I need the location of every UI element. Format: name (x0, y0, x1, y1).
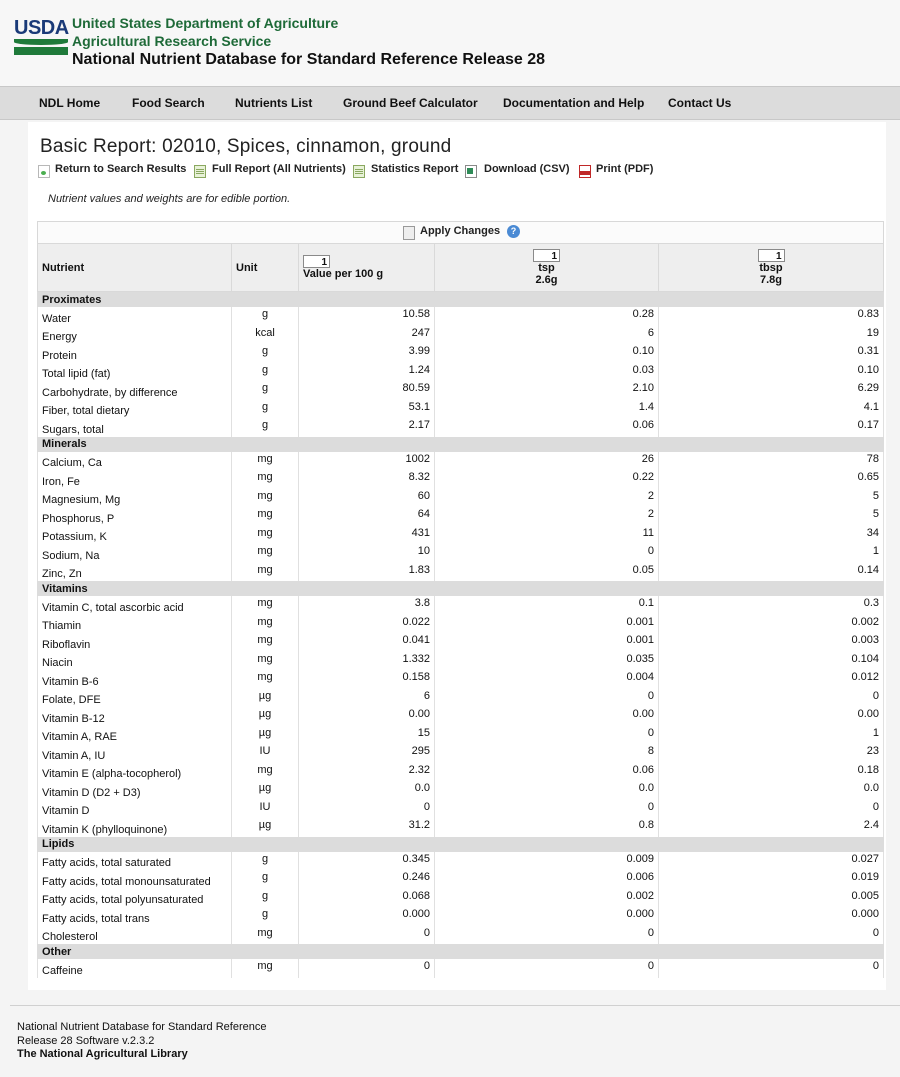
section-title: Vitamins (38, 581, 884, 596)
nutrient-name: Vitamin B-6 (38, 670, 232, 689)
usda-logo[interactable] (14, 17, 70, 57)
nutrient-name: Zinc, Zn (38, 563, 232, 582)
table-row (38, 507, 884, 526)
nutrient-unit: mg (232, 633, 299, 652)
header-tsp-label: tsp (538, 262, 555, 274)
nutrient-unit: mg (232, 526, 299, 545)
nutrient-unit: mg (232, 563, 299, 582)
table-row (38, 800, 884, 819)
value-per-tbsp: 0.3 (659, 596, 884, 615)
nutrient-name: Protein (38, 344, 232, 363)
nutrient-name: Niacin (38, 652, 232, 671)
table-row (38, 544, 884, 563)
nutrient-table (37, 243, 884, 978)
value-per-tsp: 0.03 (435, 363, 659, 382)
full-report-icon[interactable] (194, 165, 206, 178)
table-row (38, 926, 884, 945)
value-per-tbsp: 0.14 (659, 563, 884, 582)
apply-changes-bar (37, 221, 884, 244)
value-per-tbsp: 0.002 (659, 615, 884, 634)
nutrient-unit: mg (232, 596, 299, 615)
value-per-tsp: 0 (435, 959, 659, 978)
table-header-row (38, 244, 884, 292)
nutrient-unit: IU (232, 800, 299, 819)
statistics-report-icon[interactable] (353, 165, 365, 178)
nutrient-name: Water (38, 307, 232, 326)
value-per-tsp: 0.28 (435, 307, 659, 326)
nutrient-unit: g (232, 307, 299, 326)
value-per-100g: 31.2 (299, 818, 435, 837)
value-per-100g: 0 (299, 959, 435, 978)
nutrient-name: Fatty acids, total saturated (38, 852, 232, 871)
page-title: Basic Report: 02010, Spices, cinnamon, ground (40, 136, 452, 157)
nutrient-name: Carbohydrate, by difference (38, 381, 232, 400)
table-row (38, 363, 884, 382)
header-tsp-weight: 2.6g (535, 274, 558, 286)
nutrient-unit: mg (232, 470, 299, 489)
table-row (38, 670, 884, 689)
value-per-tbsp: 0.65 (659, 470, 884, 489)
csv-icon[interactable] (465, 165, 477, 178)
nutrient-name: Fatty acids, total polyunsaturated (38, 889, 232, 908)
value-per-tbsp: 1 (659, 726, 884, 745)
nutrient-unit: mg (232, 489, 299, 508)
value-per-100g: 1.332 (299, 652, 435, 671)
value-per-tsp: 0.05 (435, 563, 659, 582)
value-per-tbsp: 19 (659, 326, 884, 345)
nutrient-unit: µg (232, 707, 299, 726)
value-per-tbsp: 0.019 (659, 870, 884, 889)
value-per-tbsp: 0 (659, 800, 884, 819)
nav-documentation-help[interactable]: Documentation and Help (503, 96, 645, 110)
nav-food-search[interactable]: Food Search (132, 96, 205, 110)
value-per-tsp: 0.8 (435, 818, 659, 837)
value-per-tsp: 0 (435, 726, 659, 745)
nutrient-unit: µg (232, 689, 299, 708)
nav-ndl-home[interactable]: NDL Home (39, 96, 101, 110)
value-per-tsp: 0.035 (435, 652, 659, 671)
nutrient-name: Vitamin D (D2 + D3) (38, 781, 232, 800)
value-per-tsp: 0.0 (435, 781, 659, 800)
value-per-tsp: 0.004 (435, 670, 659, 689)
table-row (38, 889, 884, 908)
nav-contact-us[interactable]: Contact Us (668, 96, 732, 110)
nutrient-unit: mg (232, 615, 299, 634)
table-row (38, 596, 884, 615)
table-row (38, 470, 884, 489)
value-per-tsp: 1.4 (435, 400, 659, 419)
statistics-report-link[interactable]: Statistics Report (371, 163, 459, 175)
nutrient-unit: µg (232, 726, 299, 745)
table-row (38, 870, 884, 889)
value-per-tbsp: 1 (659, 544, 884, 563)
nutrient-name: Magnesium, Mg (38, 489, 232, 508)
nutrient-name: Phosphorus, P (38, 507, 232, 526)
value-per-tbsp: 5 (659, 489, 884, 508)
logo-field (14, 47, 68, 55)
nutrient-table-body (38, 292, 884, 978)
nutrient-name: Vitamin B-12 (38, 707, 232, 726)
nutrient-name: Cholesterol (38, 926, 232, 945)
value-per-tsp: 0.06 (435, 418, 659, 437)
value-per-100g: 3.8 (299, 596, 435, 615)
value-per-tbsp: 0.012 (659, 670, 884, 689)
value-per-tsp: 0.009 (435, 852, 659, 871)
table-row (38, 907, 884, 926)
table-row (38, 744, 884, 763)
table-row (38, 726, 884, 745)
value-per-100g: 0 (299, 800, 435, 819)
value-per-tbsp: 6.29 (659, 381, 884, 400)
section-row (38, 437, 884, 452)
nutrient-unit: g (232, 870, 299, 889)
table-row (38, 307, 884, 326)
value-per-tbsp: 0.005 (659, 889, 884, 908)
table-row (38, 959, 884, 978)
quantity-input-tsp[interactable]: 1 (533, 249, 560, 262)
nutrient-name: Vitamin A, RAE (38, 726, 232, 745)
value-per-tsp: 0.10 (435, 344, 659, 363)
table-row (38, 615, 884, 634)
nutrient-name: Sodium, Na (38, 544, 232, 563)
nav-ground-beef-calculator[interactable]: Ground Beef Calculator (343, 96, 478, 110)
table-row (38, 763, 884, 782)
value-per-tsp: 2.10 (435, 381, 659, 400)
value-per-100g: 6 (299, 689, 435, 708)
apply-changes-button[interactable]: Apply Changes (420, 225, 501, 237)
nutrient-unit: g (232, 344, 299, 363)
nutrient-unit: µg (232, 781, 299, 800)
edible-portion-note: Nutrient values and weights are for edible portion. (48, 193, 291, 205)
logo-swoosh (14, 39, 68, 45)
value-per-tbsp: 0.027 (659, 852, 884, 871)
nutrient-unit: kcal (232, 326, 299, 345)
table-row (38, 781, 884, 800)
value-per-tbsp: 0.104 (659, 652, 884, 671)
agency-service[interactable]: Agricultural Research Service (72, 33, 272, 49)
value-per-tbsp: 0.00 (659, 707, 884, 726)
value-per-100g: 0.158 (299, 670, 435, 689)
nutrient-name: Vitamin C, total ascorbic acid (38, 596, 232, 615)
nutrient-unit: mg (232, 926, 299, 945)
table-row (38, 563, 884, 582)
nutrient-unit: µg (232, 818, 299, 837)
value-per-tbsp: 34 (659, 526, 884, 545)
value-per-100g: 0.00 (299, 707, 435, 726)
value-per-100g: 0.0 (299, 781, 435, 800)
nutrient-unit: g (232, 889, 299, 908)
download-csv-link[interactable]: Download (CSV) (484, 163, 570, 175)
section-row (38, 837, 884, 852)
table-row (38, 526, 884, 545)
value-per-100g: 0.041 (299, 633, 435, 652)
value-per-100g: 2.32 (299, 763, 435, 782)
value-per-100g: 53.1 (299, 400, 435, 419)
value-per-100g: 10 (299, 544, 435, 563)
nutrient-unit: g (232, 418, 299, 437)
table-row (38, 689, 884, 708)
nutrient-unit: mg (232, 959, 299, 978)
help-icon[interactable]: ? (507, 225, 520, 238)
nutrient-unit: mg (232, 763, 299, 782)
section-title: Lipids (38, 837, 884, 852)
nutrient-name: Caffeine (38, 959, 232, 978)
value-per-tsp: 0 (435, 926, 659, 945)
value-per-100g: 2.17 (299, 418, 435, 437)
nutrient-name: Folate, DFE (38, 689, 232, 708)
value-per-100g: 0.345 (299, 852, 435, 871)
value-per-tsp: 0 (435, 800, 659, 819)
table-row (38, 400, 884, 419)
nav-nutrients-list[interactable]: Nutrients List (235, 96, 313, 110)
section-title: Proximates (38, 292, 884, 308)
value-per-tbsp: 0 (659, 689, 884, 708)
table-row (38, 381, 884, 400)
value-per-tbsp: 5 (659, 507, 884, 526)
apply-changes-icon[interactable] (403, 226, 415, 240)
nutrient-name: Sugars, total (38, 418, 232, 437)
value-per-tsp: 0.006 (435, 870, 659, 889)
value-per-100g: 80.59 (299, 381, 435, 400)
value-per-100g: 1.83 (299, 563, 435, 582)
value-per-100g: 0.000 (299, 907, 435, 926)
value-per-tsp: 0.001 (435, 633, 659, 652)
nutrient-name: Iron, Fe (38, 470, 232, 489)
value-per-100g: 295 (299, 744, 435, 763)
value-per-tbsp: 0.000 (659, 907, 884, 926)
nutrient-name: Vitamin E (alpha-tocopherol) (38, 763, 232, 782)
nutrient-unit: g (232, 400, 299, 419)
footer-divider (10, 1005, 900, 1006)
value-per-tbsp: 78 (659, 452, 884, 471)
footer-database-name: National Nutrient Database for Standard Reference (17, 1021, 267, 1033)
nutrient-name: Fatty acids, total monounsaturated (38, 870, 232, 889)
value-per-tbsp: 0 (659, 926, 884, 945)
value-per-tsp: 11 (435, 526, 659, 545)
value-per-tsp: 0.001 (435, 615, 659, 634)
nutrient-unit: g (232, 363, 299, 382)
value-per-100g: 60 (299, 489, 435, 508)
value-per-tsp: 0.22 (435, 470, 659, 489)
value-per-100g: 431 (299, 526, 435, 545)
header-per-100g-label: Value per 100 g (303, 268, 384, 280)
table-row (38, 707, 884, 726)
value-per-tsp: 8 (435, 744, 659, 763)
value-per-tbsp: 2.4 (659, 818, 884, 837)
nutrient-name: Potassium, K (38, 526, 232, 545)
value-per-tsp: 2 (435, 507, 659, 526)
value-per-100g: 64 (299, 507, 435, 526)
usda-logo-text: USDA (14, 17, 69, 39)
nutrient-unit: mg (232, 670, 299, 689)
header-unit: Unit (232, 244, 299, 292)
value-per-tsp: 2 (435, 489, 659, 508)
table-row (38, 818, 884, 837)
value-per-tbsp: 0.31 (659, 344, 884, 363)
value-per-tbsp: 0.003 (659, 633, 884, 652)
value-per-tbsp: 4.1 (659, 400, 884, 419)
value-per-100g: 0 (299, 926, 435, 945)
nutrient-name: Fiber, total dietary (38, 400, 232, 419)
table-row (38, 452, 884, 471)
print-pdf-link[interactable]: Print (PDF) (596, 163, 654, 175)
nutrient-unit: IU (232, 744, 299, 763)
nutrient-name: Calcium, Ca (38, 452, 232, 471)
nutrient-name: Total lipid (fat) (38, 363, 232, 382)
agency-name[interactable]: United States Department of Agriculture (72, 15, 339, 31)
header-tbsp-weight: 7.8g (759, 274, 782, 286)
footer-library-name[interactable]: The National Agricultural Library (17, 1048, 188, 1060)
section-title: Minerals (38, 437, 884, 452)
section-title: Other (38, 944, 884, 959)
section-row (38, 944, 884, 959)
table-row (38, 344, 884, 363)
value-per-100g: 3.99 (299, 344, 435, 363)
value-per-tsp: 0.1 (435, 596, 659, 615)
value-per-tsp: 0 (435, 544, 659, 563)
nutrient-unit: mg (232, 544, 299, 563)
value-per-100g: 1.24 (299, 363, 435, 382)
table-row (38, 852, 884, 871)
nutrient-unit: g (232, 852, 299, 871)
value-per-tbsp: 0.83 (659, 307, 884, 326)
value-per-100g: 15 (299, 726, 435, 745)
nutrient-unit: mg (232, 507, 299, 526)
quantity-input-tbsp[interactable]: 1 (758, 249, 785, 262)
header-tsp (435, 244, 659, 292)
header-tbsp-label: tbsp (759, 262, 783, 274)
footer-release-version: Release 28 Software v.2.3.2 (17, 1034, 155, 1047)
header-per-100g (299, 244, 435, 292)
value-per-tbsp: 0.10 (659, 363, 884, 382)
value-per-tsp: 0.000 (435, 907, 659, 926)
header-tbsp (659, 244, 884, 292)
quantity-input-100g[interactable]: 1 (303, 255, 330, 268)
value-per-tsp: 6 (435, 326, 659, 345)
nutrient-name: Riboflavin (38, 633, 232, 652)
section-row (38, 581, 884, 596)
value-per-100g: 0.246 (299, 870, 435, 889)
table-row (38, 326, 884, 345)
site-title: National Nutrient Database for Standard Reference Release 28 (72, 51, 546, 68)
nutrient-name: Vitamin A, IU (38, 744, 232, 763)
value-per-tbsp: 0.17 (659, 418, 884, 437)
full-report-link[interactable]: Full Report (All Nutrients) (212, 163, 346, 175)
nutrient-name: Energy (38, 326, 232, 345)
table-row (38, 418, 884, 437)
value-per-tsp: 0.002 (435, 889, 659, 908)
value-per-100g: 0.022 (299, 615, 435, 634)
value-per-tbsp: 0 (659, 959, 884, 978)
nutrient-name: Fatty acids, total trans (38, 907, 232, 926)
value-per-tsp: 26 (435, 452, 659, 471)
value-per-100g: 0.068 (299, 889, 435, 908)
value-per-100g: 10.58 (299, 307, 435, 326)
nutrient-unit: g (232, 381, 299, 400)
value-per-tsp: 0.06 (435, 763, 659, 782)
nutrient-unit: g (232, 907, 299, 926)
value-per-100g: 8.32 (299, 470, 435, 489)
return-icon[interactable] (38, 165, 50, 178)
nutrient-name: Vitamin D (38, 800, 232, 819)
section-row (38, 292, 884, 308)
value-per-tbsp: 23 (659, 744, 884, 763)
nutrient-name: Vitamin K (phylloquinone) (38, 818, 232, 837)
value-per-tbsp: 0.18 (659, 763, 884, 782)
table-row (38, 489, 884, 508)
value-per-tsp: 0.00 (435, 707, 659, 726)
return-to-search-link[interactable]: Return to Search Results (55, 163, 187, 175)
value-per-100g: 247 (299, 326, 435, 345)
pdf-icon[interactable] (579, 165, 591, 178)
site-header (0, 0, 900, 86)
table-row (38, 652, 884, 671)
main-nav (0, 86, 900, 120)
nutrient-unit: mg (232, 452, 299, 471)
nutrient-unit: mg (232, 652, 299, 671)
value-per-tsp: 0 (435, 689, 659, 708)
table-row (38, 633, 884, 652)
header-nutrient: Nutrient (38, 244, 232, 292)
value-per-100g: 1002 (299, 452, 435, 471)
value-per-tbsp: 0.0 (659, 781, 884, 800)
nutrient-name: Thiamin (38, 615, 232, 634)
site-footer (17, 1021, 266, 1062)
